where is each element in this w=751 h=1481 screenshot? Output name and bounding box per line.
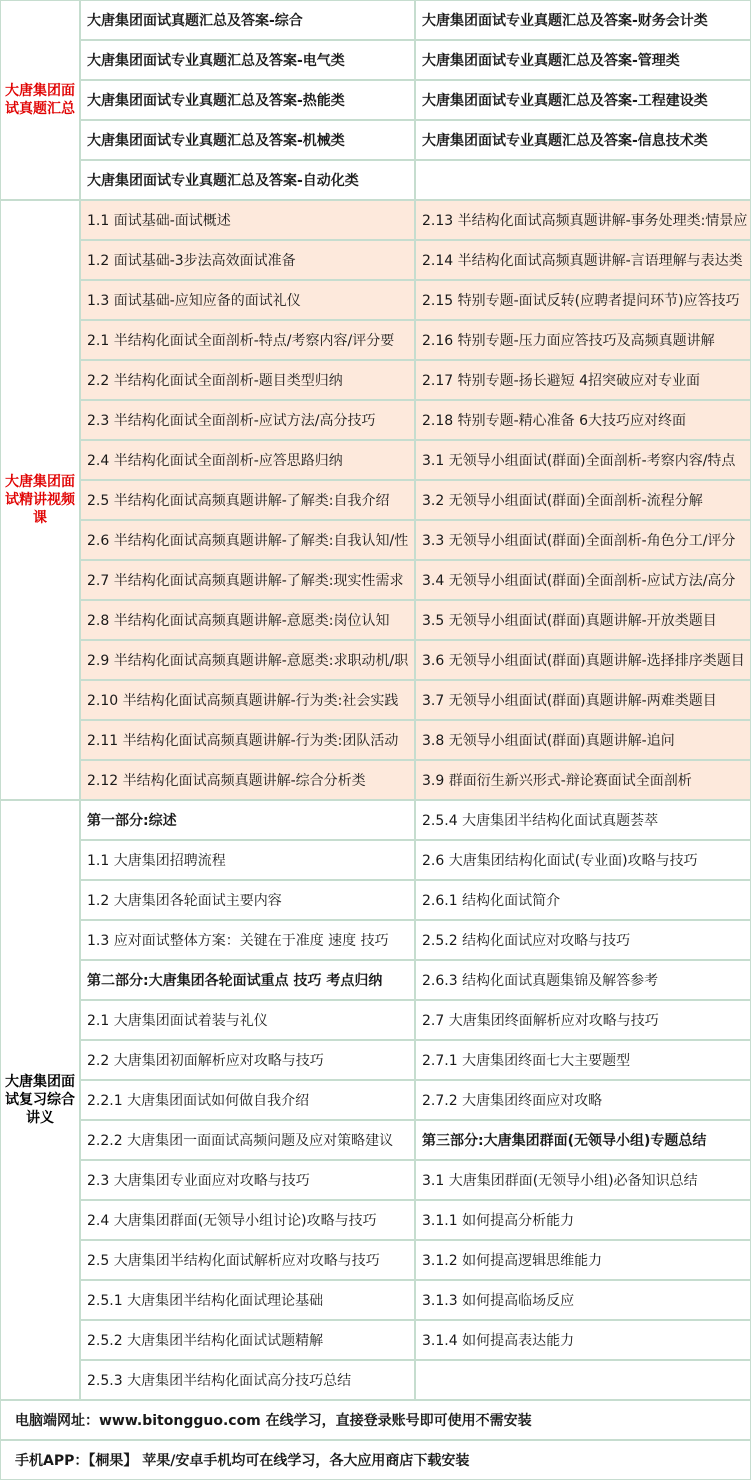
review-handout-item-link[interactable]: 2.5.4 大唐集团半结构化面试真题荟萃 [415,800,751,840]
video-course-item-link[interactable]: 3.3 无领导小组面试(群面)全面剖析-角色分工/评分 [415,520,751,560]
review-handout-item-link[interactable]: 2.5.3 大唐集团半结构化面试高分技巧总结 [80,1360,415,1400]
interview-questions-item-link [415,160,751,200]
review-handout-category-label: 大唐集团面试复习综合讲义 [0,800,80,1400]
video-course-row [0,480,751,520]
video-course-item-link[interactable]: 2.17 特别专题-扬长避短 4招突破应对专业面 [415,360,751,400]
video-course-item-link[interactable]: 2.2 半结构化面试全面剖析-题目类型归纳 [80,360,415,400]
review-handout-item-link[interactable]: 3.1.4 如何提高表达能力 [415,1320,751,1360]
review-handout-item-link[interactable]: 2.5.2 结构化面试应对攻略与技巧 [415,920,751,960]
footer-row [0,1400,751,1440]
review-handout-item-link[interactable]: 3.1.3 如何提高临场反应 [415,1280,751,1320]
video-course-item-link[interactable]: 2.11 半结构化面试高频真题讲解-行为类:团队活动 [80,720,415,760]
video-course-row [0,280,751,320]
review-handout-row [0,1040,751,1080]
interview-questions-item-link[interactable]: 大唐集团面试专业真题汇总及答案-财务会计类 [415,0,751,40]
review-handout-item-link[interactable]: 2.6 大唐集团结构化面试(专业面)攻略与技巧 [415,840,751,880]
review-handout-item-link[interactable]: 2.2 大唐集团初面解析应对攻略与技巧 [80,1040,415,1080]
interview-questions-item-link[interactable]: 大唐集团面试专业真题汇总及答案-自动化类 [80,160,415,200]
interview-questions-item-link[interactable]: 大唐集团面试专业真题汇总及答案-工程建设类 [415,80,751,120]
video-course-item-link[interactable]: 2.13 半结构化面试高频真题讲解-事务处理类:情景应 [415,200,751,240]
video-course-row [0,360,751,400]
review-handout-item-link[interactable]: 2.2.2 大唐集团一面面试高频问题及应对策略建议 [80,1120,415,1160]
interview-questions-item-link[interactable]: 大唐集团面试专业真题汇总及答案-信息技术类 [415,120,751,160]
interview-questions-row [0,80,751,120]
review-handout-item-link[interactable]: 2.6.1 结构化面试简介 [415,880,751,920]
video-course-item-link[interactable]: 2.5 半结构化面试高频真题讲解-了解类:自我介绍 [80,480,415,520]
interview-questions-item-link[interactable]: 大唐集团面试专业真题汇总及答案-管理类 [415,40,751,80]
interview-questions-row [0,160,751,200]
video-course-item-link[interactable]: 2.18 特别专题-精心准备 6大技巧应对终面 [415,400,751,440]
review-handout-item-link[interactable]: 第二部分:大唐集团各轮面试重点 技巧 考点归纳 [80,960,415,1000]
footer-app-text: 手机APP：【桐果】 苹果/安卓手机均可在线学习，各大应用商店下载安装 [0,1440,751,1480]
video-course-category-label: 大唐集团面试精讲视频课 [0,200,80,800]
review-handout-row [0,920,751,960]
review-handout-row [0,1000,751,1040]
video-course-item-link[interactable]: 3.2 无领导小组面试(群面)全面剖析-流程分解 [415,480,751,520]
review-handout-row [0,1280,751,1320]
review-handout-item-link[interactable]: 2.2.1 大唐集团面试如何做自我介绍 [80,1080,415,1120]
review-handout-row [0,800,751,840]
review-handout-item-link[interactable]: 2.5 大唐集团半结构化面试解析应对攻略与技巧 [80,1240,415,1280]
video-course-item-link[interactable]: 1.1 面试基础-面试概述 [80,200,415,240]
interview-questions-item-link[interactable]: 大唐集团面试真题汇总及答案-综合 [80,0,415,40]
video-course-item-link[interactable]: 2.1 半结构化面试全面剖析-特点/考察内容/评分要 [80,320,415,360]
interview-questions-row [0,40,751,80]
review-handout-item-link[interactable]: 2.7 大唐集团终面解析应对攻略与技巧 [415,1000,751,1040]
interview-questions-row [0,120,751,160]
interview-questions-item-link[interactable]: 大唐集团面试专业真题汇总及答案-电气类 [80,40,415,80]
video-course-item-link[interactable]: 2.16 特别专题-压力面应答技巧及高频真题讲解 [415,320,751,360]
interview-questions-item-link[interactable]: 大唐集团面试专业真题汇总及答案-机械类 [80,120,415,160]
review-handout-row [0,880,751,920]
video-course-row [0,680,751,720]
video-course-item-link[interactable]: 2.6 半结构化面试高频真题讲解-了解类:自我认知/性 [80,520,415,560]
video-course-item-link[interactable]: 3.7 无领导小组面试(群面)真题讲解-两难类题目 [415,680,751,720]
video-course-row [0,520,751,560]
review-handout-item-link[interactable]: 1.1 大唐集团招聘流程 [80,840,415,880]
review-handout-item-link[interactable]: 2.5.2 大唐集团半结构化面试试题精解 [80,1320,415,1360]
video-course-row [0,720,751,760]
interview-questions-category-label: 大唐集团面试真题汇总 [0,0,80,200]
video-course-item-link[interactable]: 3.9 群面衍生新兴形式-辩论赛面试全面剖析 [415,760,751,800]
video-course-row [0,600,751,640]
review-handout-item-link[interactable]: 1.3 应对面试整体方案：关键在于准度 速度 技巧 [80,920,415,960]
video-course-item-link[interactable]: 1.3 面试基础-应知应备的面试礼仪 [80,280,415,320]
review-handout-item-link[interactable]: 2.7.2 大唐集团终面应对攻略 [415,1080,751,1120]
review-handout-row [0,840,751,880]
review-handout-item-link[interactable]: 2.5.1 大唐集团半结构化面试理论基础 [80,1280,415,1320]
video-course-item-link[interactable]: 3.6 无领导小组面试(群面)真题讲解-选择排序类题目 [415,640,751,680]
video-course-item-link[interactable]: 3.8 无领导小组面试(群面)真题讲解-追问 [415,720,751,760]
interview-questions-row [0,0,751,40]
review-handout-row [0,960,751,1000]
video-course-item-link[interactable]: 1.2 面试基础-3步法高效面试准备 [80,240,415,280]
video-course-row [0,640,751,680]
review-handout-row [0,1120,751,1160]
review-handout-item-link[interactable]: 2.1 大唐集团面试着装与礼仪 [80,1000,415,1040]
video-course-item-link[interactable]: 3.5 无领导小组面试(群面)真题讲解-开放类题目 [415,600,751,640]
review-handout-row [0,1240,751,1280]
review-handout-item-link [415,1360,751,1400]
review-handout-item-link[interactable]: 第三部分:大唐集团群面(无领导小组)专题总结 [415,1120,751,1160]
review-handout-item-link[interactable]: 第一部分:综述 [80,800,415,840]
video-course-item-link[interactable]: 2.8 半结构化面试高频真题讲解-意愿类:岗位认知 [80,600,415,640]
video-course-item-link[interactable]: 2.4 半结构化面试全面剖析-应答思路归纳 [80,440,415,480]
review-handout-item-link[interactable]: 2.3 大唐集团专业面应对攻略与技巧 [80,1160,415,1200]
video-course-item-link[interactable]: 2.15 特别专题-面试反转(应聘者提问环节)应答技巧 [415,280,751,320]
video-course-row [0,760,751,800]
review-handout-item-link[interactable]: 1.2 大唐集团各轮面试主要内容 [80,880,415,920]
review-handout-row [0,1160,751,1200]
footer-web-text: 电脑端网址：www.bitongguo.com 在线学习，直接登录账号即可使用不需安装 [0,1400,751,1440]
video-course-item-link[interactable]: 2.14 半结构化面试高频真题讲解-言语理解与表达类 [415,240,751,280]
video-course-item-link[interactable]: 2.10 半结构化面试高频真题讲解-行为类:社会实践 [80,680,415,720]
video-course-row [0,240,751,280]
video-course-row [0,200,751,240]
interview-questions-item-link[interactable]: 大唐集团面试专业真题汇总及答案-热能类 [80,80,415,120]
footer-row [0,1440,751,1480]
video-course-row [0,440,751,480]
review-handout-item-link[interactable]: 3.1.2 如何提高逻辑思维能力 [415,1240,751,1280]
review-handout-row [0,1360,751,1400]
review-handout-row [0,1320,751,1360]
video-course-item-link[interactable]: 2.7 半结构化面试高频真题讲解-了解类:现实性需求 [80,560,415,600]
review-handout-item-link[interactable]: 3.1 大唐集团群面(无领导小组)必备知识总结 [415,1160,751,1200]
video-course-row [0,320,751,360]
review-handout-item-link[interactable]: 3.1.1 如何提高分析能力 [415,1200,751,1240]
video-course-item-link[interactable]: 2.9 半结构化面试高频真题讲解-意愿类:求职动机/职 [80,640,415,680]
video-course-row [0,400,751,440]
review-handout-item-link[interactable]: 2.4 大唐集团群面(无领导小组讨论)攻略与技巧 [80,1200,415,1240]
video-course-item-link[interactable]: 2.3 半结构化面试全面剖析-应试方法/高分技巧 [80,400,415,440]
review-handout-row [0,1200,751,1240]
review-handout-row [0,1080,751,1120]
video-course-item-link[interactable]: 3.1 无领导小组面试(群面)全面剖析-考察内容/特点 [415,440,751,480]
review-handout-item-link[interactable]: 2.7.1 大唐集团终面七大主要题型 [415,1040,751,1080]
video-course-row [0,560,751,600]
review-handout-item-link[interactable]: 2.6.3 结构化面试真题集锦及解答参考 [415,960,751,1000]
video-course-item-link[interactable]: 3.4 无领导小组面试(群面)全面剖析-应试方法/高分 [415,560,751,600]
video-course-item-link[interactable]: 2.12 半结构化面试高频真题讲解-综合分析类 [80,760,415,800]
